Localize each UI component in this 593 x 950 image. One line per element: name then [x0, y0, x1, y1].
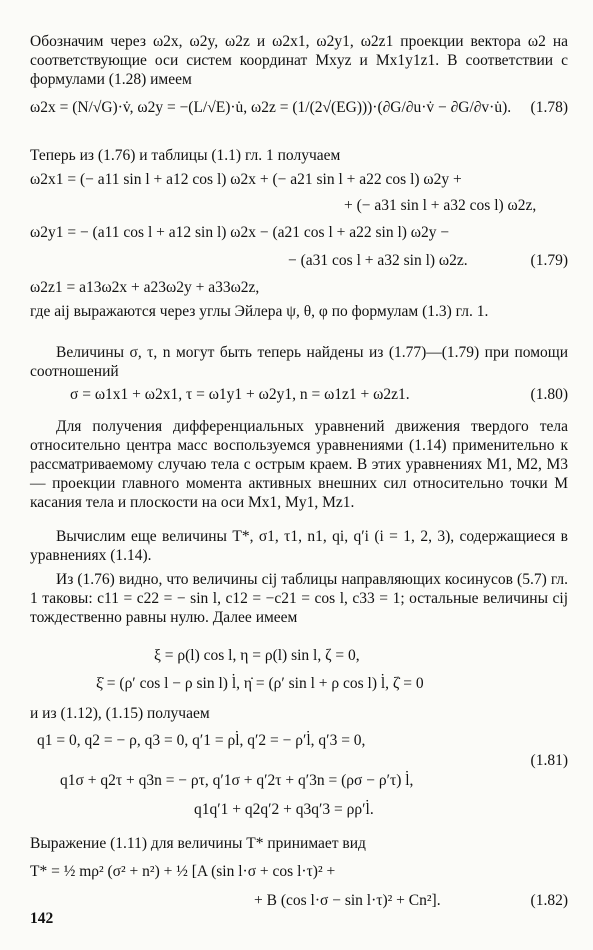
equation-1-82-line1: T* = ½ mρ² (σ² + n²) + ½ [A (sin l·σ + cos l·τ)² + — [30, 863, 336, 880]
equation-1-82-line2: + B (cos l·σ − sin l·τ)² + Cn²]. — [254, 892, 441, 909]
equation-1-81-line1: q1 = 0, q2 = − ρ, q3 = 0, q′1 = ρl̇, q′2 = − ρ′l̇, q′3 = 0, — [37, 732, 366, 749]
equation-1-79-line3: ω2y1 = − (a11 cos l + a12 sin l) ω2x − (a21 cos l + a22 sin l) ω2y − — [30, 224, 450, 241]
equation-number-1-78: (1.78) — [530, 99, 568, 116]
equation-number-1-79: (1.79) — [530, 252, 568, 269]
paragraph-differential — [30, 417, 568, 512]
equation-number-1-80: (1.80) — [530, 386, 568, 403]
equation-xi: ξ = ρ(l) cos l, η = ρ(l) sin l, ζ = 0, — [154, 647, 360, 664]
equation-1-81-line3: q1q′1 + q2q′2 + q3q′3 = ρρ′l̇. — [194, 801, 374, 818]
text-now: Теперь из (1.76) и таблицы (1.1) гл. 1 получаем — [30, 147, 341, 164]
equation-1-79-line4: − (a31 cos l + a32 sin l) ω2z. — [288, 252, 468, 269]
equation-number-1-81: (1.81) — [530, 752, 568, 769]
text-sigma: Величины σ, τ, n могут быть теперь найдены из (1.77)—(1.79) при помощи соотношений — [30, 344, 568, 380]
equation-1-80: σ = ω1x1 + ω2x1, τ = ω1y1 + ω2y1, n = ω1z1 + ω2z1. — [70, 386, 410, 403]
paragraph-compute — [30, 527, 568, 565]
text-obtain: и из (1.12), (1.15) получаем — [30, 705, 210, 722]
paragraph-now — [30, 146, 568, 165]
equation-1-78: ω2x = (N/√G)·v̇, ω2y = −(L/√E)·u̇, ω2z = (1/(2√(EG)))·(∂G/∂u·v̇ − ∂G/∂v·u̇). — [30, 99, 512, 116]
paragraph-intro — [30, 32, 568, 89]
paragraph-sigma — [30, 343, 568, 381]
equation-1-79-line1: ω2x1 = (− a11 sin l + a12 cos l) ω2x + (− a21 sin l + a22 cos l) ω2y + — [30, 171, 462, 188]
text-intro: Обозначим через ω2x, ω2y, ω2z и ω2x1, ω2y1, ω2z1 проекции вектора ω2 на соответствующие оси систем координат Mxyz и Mx1y1z1. В соответствии с формулами (1.28) имеем — [30, 33, 568, 88]
text-differential: Для получения дифференциальных уравнений движения твердого тела относительно центра масс воспользуемся уравнениями (1.14) применительно к рассматриваемому случаю тела с острым краем. В этих уравнениях M1, M2, M3 — проекции главного момента активных внешних сил относительно точки M касания тела и плоскости на оси Mx1, My1, Mz1. — [30, 418, 568, 511]
paragraph-cosines — [30, 570, 568, 627]
equation-1-79-line5: ω2z1 = a13ω2x + a23ω2y + a33ω2z, — [30, 279, 260, 296]
text-compute: Вычислим еще величины T*, σ1, τ1, n1, qi, q′i (i = 1, 2, 3), содержащиеся в уравнениях (1.14). — [30, 528, 568, 564]
equation-number-1-82: (1.82) — [530, 892, 568, 909]
equation-xi-dot: ξ̇ = (ρ′ cos l − ρ sin l) l̇, η̇ = (ρ′ sin l + ρ cos l) l̇, ζ̇ = 0 — [96, 675, 424, 692]
page-number: 142 — [30, 910, 54, 927]
equation-1-79-line2: + (− a31 sin l + a32 cos l) ω2z, — [344, 197, 537, 214]
equation-1-81-line2: q1σ + q2τ + q3n = − ρτ, q′1σ + q′2τ + q′3n = (ρσ − ρ′τ) l̇, — [60, 772, 414, 789]
paragraph-expression — [30, 834, 568, 853]
paragraph-obtain — [30, 704, 568, 723]
text-cosines: Из (1.76) видно, что величины cij таблицы направляющих косинусов (5.7) гл. 1 таковы: c11 = c22 = − sin l, c12 = −c21 = cos l, c33 = 1; остальные величины cij тождественно равны нулю. Далее имеем — [30, 571, 568, 626]
text-expression: Выражение (1.11) для величины T* принимает вид — [30, 835, 366, 852]
text-euler: где aij выражаются через углы Эйлера ψ, θ, φ по формулам (1.3) гл. 1. — [30, 303, 489, 320]
paragraph-euler — [30, 302, 568, 321]
